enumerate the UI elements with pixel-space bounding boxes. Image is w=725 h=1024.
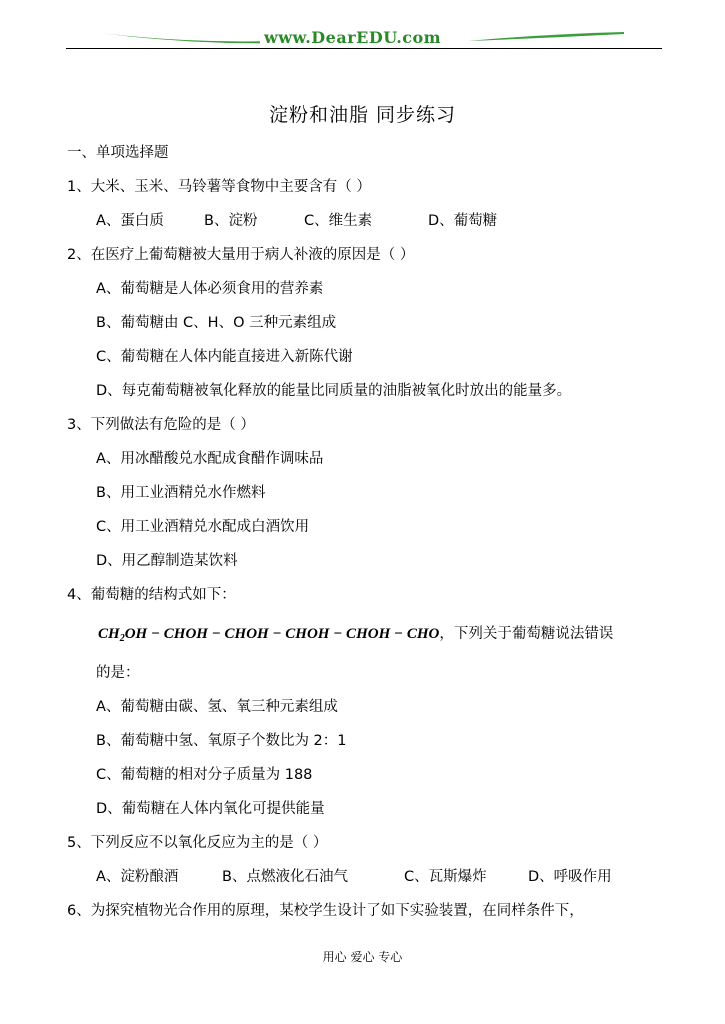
q4-option-c: C、葡萄糖的相对分子质量为 188 bbox=[96, 767, 313, 783]
q2-option-a: A、葡萄糖是人体必须食用的营养素 bbox=[96, 281, 324, 297]
question-4-continuation: 的是： bbox=[96, 665, 140, 681]
q1-option-b: B、淀粉 bbox=[204, 213, 258, 229]
formula-trailing-text: ，下列关于葡萄糖说法错误 bbox=[439, 626, 614, 642]
q2-option-d: D、每克葡萄糖被氧化释放的能量比同质量的油脂被氧化时放出的能量多。 bbox=[96, 383, 572, 399]
q3-option-b: B、用工业酒精兑水作燃料 bbox=[96, 485, 266, 501]
question-2-stem: 2、在医疗上葡萄糖被大量用于病人补液的原因是（ ） bbox=[67, 247, 415, 263]
question-1-stem: 1、大米、玉米、马铃薯等食物中主要含有（ ） bbox=[67, 179, 371, 195]
formula-part-ch: CH bbox=[98, 626, 120, 642]
q5-option-b: B、点燃液化石油气 bbox=[222, 869, 348, 885]
q4-option-a: A、葡萄糖由碳、氢、氧三种元素组成 bbox=[96, 699, 338, 715]
glucose-structural-formula bbox=[98, 622, 613, 650]
question-3-stem: 3、下列做法有危险的是（ ） bbox=[67, 417, 255, 433]
q2-option-b: B、葡萄糖由 C、H、O 三种元素组成 bbox=[96, 315, 337, 331]
page-header bbox=[66, 26, 662, 52]
site-logo: www.DearEDU.com bbox=[260, 28, 445, 47]
q4-option-d: D、葡萄糖在人体内氧化可提供能量 bbox=[96, 801, 325, 817]
q3-option-a: A、用冰醋酸兑水配成食醋作调味品 bbox=[96, 451, 324, 467]
header-rule bbox=[66, 48, 662, 49]
question-4-stem: 4、葡萄糖的结构式如下： bbox=[67, 587, 236, 603]
formula-subscript: 2 bbox=[119, 633, 125, 644]
section-heading: 一、单项选择题 bbox=[67, 145, 169, 161]
q5-option-a: A、淀粉酿酒 bbox=[96, 869, 179, 885]
q5-option-d: D、呼吸作用 bbox=[528, 869, 612, 885]
q3-option-d: D、用乙醇制造某饮料 bbox=[96, 553, 238, 569]
q1-option-d: D、葡萄糖 bbox=[428, 213, 498, 229]
question-5-stem: 5、下列反应不以氧化反应为主的是（ ） bbox=[67, 835, 328, 851]
q1-option-a: A、蛋白质 bbox=[96, 213, 164, 229]
page-footer: 用心 爱心 专心 bbox=[322, 950, 403, 964]
q4-option-b: B、葡萄糖中氢、氧原子个数比为 2：1 bbox=[96, 733, 347, 749]
q3-option-c: C、用工业酒精兑水配成白酒饮用 bbox=[96, 519, 310, 535]
formula-part-chain: OH − CHOH − CHOH − CHOH − CHOH − CHO bbox=[124, 626, 440, 642]
q5-option-c: C、瓦斯爆炸 bbox=[404, 869, 487, 885]
q2-option-c: C、葡萄糖在人体内能直接进入新陈代谢 bbox=[96, 349, 353, 365]
question-6-stem: 6、为探究植物光合作用的原理，某校学生设计了如下实验装置，在同样条件下， bbox=[67, 903, 584, 919]
q1-option-c: C、维生素 bbox=[304, 213, 373, 229]
page-title: 淀粉和油脂 同步练习 bbox=[268, 104, 457, 126]
right-swoosh-decoration bbox=[466, 30, 626, 44]
